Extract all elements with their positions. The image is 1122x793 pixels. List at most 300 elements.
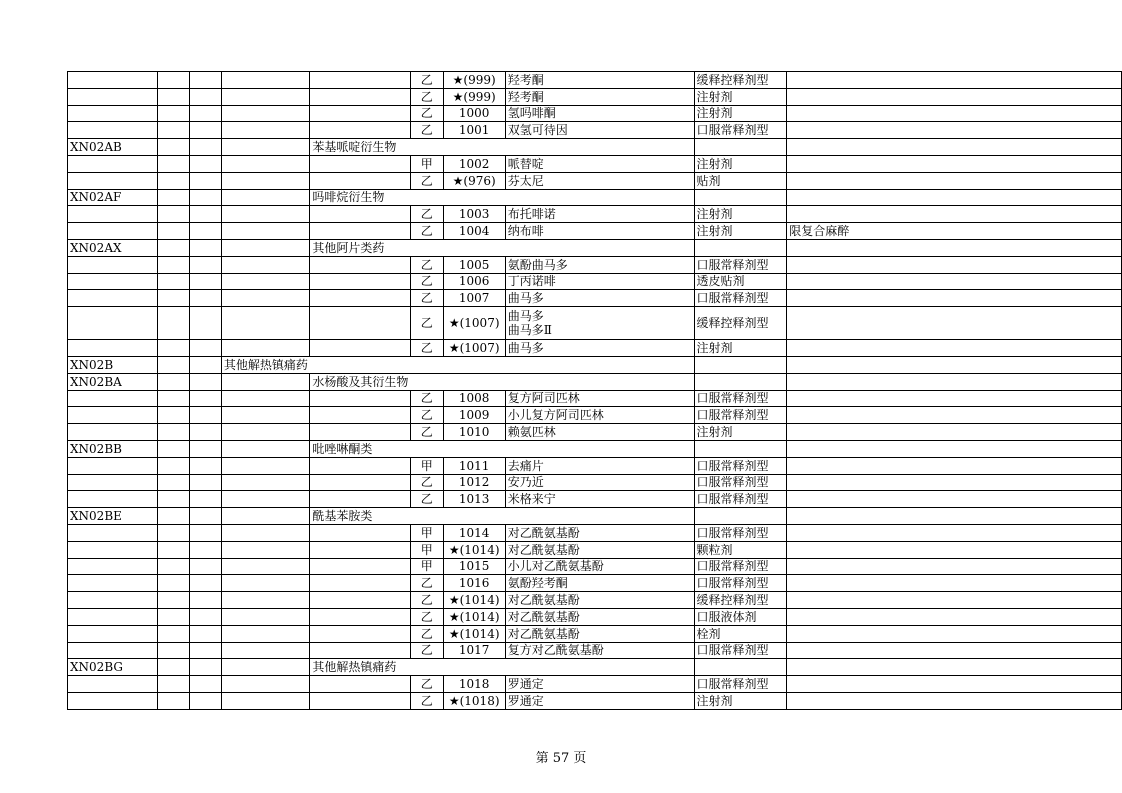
number-cell: ★(1014) — [443, 625, 505, 642]
number-cell: ★(1014) — [443, 541, 505, 558]
empty-cell — [68, 290, 158, 307]
empty-cell — [190, 474, 222, 491]
empty-cell — [221, 676, 310, 693]
category-row — [68, 440, 1122, 457]
grade-cell: 乙 — [410, 256, 443, 273]
empty-cell — [410, 373, 443, 390]
number-cell: 1015 — [443, 558, 505, 575]
empty-cell — [221, 340, 310, 357]
drug-row — [68, 290, 1122, 307]
drug-row — [68, 524, 1122, 541]
drug-name-cell — [505, 474, 694, 491]
empty-cell — [310, 290, 411, 307]
grade-cell: 乙 — [410, 88, 443, 105]
empty-cell — [410, 508, 443, 525]
empty-cell — [310, 273, 411, 290]
drug-row — [68, 155, 1122, 172]
remark-cell — [787, 592, 1122, 609]
empty-cell — [158, 692, 190, 709]
empty-cell — [158, 172, 190, 189]
empty-cell — [68, 88, 158, 105]
drug-name: 对乙酰氨基酚 — [507, 609, 580, 624]
grade-cell: 乙 — [410, 307, 443, 340]
empty-cell — [310, 676, 411, 693]
empty-cell — [221, 239, 310, 256]
dosage-form-cell: 注射剂 — [694, 88, 787, 105]
empty-cell — [68, 273, 158, 290]
number-cell: ★(1014) — [443, 592, 505, 609]
empty-cell — [310, 524, 411, 541]
empty-cell — [190, 575, 222, 592]
remark-cell — [787, 692, 1122, 709]
grade-cell: 乙 — [410, 608, 443, 625]
empty-cell — [221, 105, 310, 122]
empty-cell — [310, 457, 411, 474]
dosage-form-cell: 口服常释剂型 — [694, 256, 787, 273]
empty-cell — [158, 474, 190, 491]
empty-cell — [221, 290, 310, 307]
drug-name-cell — [505, 172, 694, 189]
remark-cell — [787, 524, 1122, 541]
number-cell: 1011 — [443, 457, 505, 474]
drug-name: 对乙酰氨基酚 — [507, 626, 580, 641]
empty-cell — [310, 256, 411, 273]
category-code: XN02BB — [68, 440, 158, 457]
grade-cell: 乙 — [410, 424, 443, 441]
empty-cell — [221, 474, 310, 491]
number-cell: ★(1007) — [443, 340, 505, 357]
empty-cell — [190, 457, 222, 474]
number-cell: 1003 — [443, 206, 505, 223]
empty-cell — [190, 172, 222, 189]
empty-cell — [221, 307, 310, 340]
empty-cell — [410, 440, 443, 457]
category-code: XN02BA — [68, 373, 158, 390]
empty-cell — [221, 424, 310, 441]
drug-name-cell — [505, 256, 694, 273]
empty-cell — [443, 659, 505, 676]
empty-cell — [221, 659, 310, 676]
empty-cell — [221, 172, 310, 189]
remark-cell — [787, 457, 1122, 474]
dosage-form-cell: 注射剂 — [694, 223, 787, 240]
number-cell: 1017 — [443, 642, 505, 659]
drug-row — [68, 608, 1122, 625]
empty-cell — [68, 625, 158, 642]
empty-cell — [505, 659, 694, 676]
empty-cell — [310, 390, 411, 407]
empty-cell — [158, 659, 190, 676]
empty-cell — [190, 189, 222, 206]
empty-cell — [190, 424, 222, 441]
empty-cell — [443, 440, 505, 457]
empty-cell — [158, 373, 190, 390]
grade-cell: 乙 — [410, 172, 443, 189]
empty-cell — [190, 676, 222, 693]
dosage-form-cell: 口服常释剂型 — [694, 474, 787, 491]
remark-cell — [787, 474, 1122, 491]
empty-cell — [68, 608, 158, 625]
empty-cell — [190, 290, 222, 307]
drug-row — [68, 558, 1122, 575]
empty-cell — [505, 356, 694, 373]
empty-cell — [410, 356, 443, 373]
drug-name: 罗通定 — [507, 676, 544, 691]
empty-cell — [694, 659, 787, 676]
empty-cell — [787, 356, 1122, 373]
drug-name: 复方阿司匹林 — [507, 391, 580, 406]
empty-cell — [505, 189, 694, 206]
empty-cell — [221, 642, 310, 659]
empty-cell — [190, 139, 222, 156]
empty-cell — [310, 155, 411, 172]
dosage-form-cell: 注射剂 — [694, 206, 787, 223]
empty-cell — [221, 457, 310, 474]
drug-row — [68, 457, 1122, 474]
empty-cell — [68, 491, 158, 508]
empty-cell — [158, 356, 190, 373]
empty-cell — [68, 407, 158, 424]
remark-cell — [787, 307, 1122, 340]
empty-cell — [443, 189, 505, 206]
grade-cell: 乙 — [410, 676, 443, 693]
drug-row — [68, 676, 1122, 693]
drug-row — [68, 541, 1122, 558]
empty-cell — [310, 541, 411, 558]
drug-row — [68, 172, 1122, 189]
empty-cell — [694, 189, 787, 206]
empty-cell — [443, 239, 505, 256]
dosage-form-cell: 颗粒剂 — [694, 541, 787, 558]
empty-cell — [190, 206, 222, 223]
empty-cell — [310, 172, 411, 189]
empty-cell — [505, 373, 694, 390]
empty-cell — [221, 558, 310, 575]
drug-name-cell — [505, 642, 694, 659]
dosage-form-cell: 口服常释剂型 — [694, 407, 787, 424]
empty-cell — [68, 172, 158, 189]
empty-cell — [310, 592, 411, 609]
drug-name: 曲马多 — [507, 309, 544, 324]
drug-row — [68, 122, 1122, 139]
dosage-form-cell: 口服常释剂型 — [694, 524, 787, 541]
empty-cell — [158, 239, 190, 256]
empty-cell — [787, 508, 1122, 525]
empty-cell — [158, 390, 190, 407]
number-cell: 1007 — [443, 290, 505, 307]
empty-cell — [68, 676, 158, 693]
dosage-form-cell: 贴剂 — [694, 172, 787, 189]
empty-cell — [158, 223, 190, 240]
grade-cell: 乙 — [410, 72, 443, 89]
empty-cell — [190, 524, 222, 541]
drug-row — [68, 491, 1122, 508]
empty-cell — [68, 206, 158, 223]
drug-row — [68, 88, 1122, 105]
empty-cell — [190, 659, 222, 676]
drug-name-cell — [505, 625, 694, 642]
remark-cell — [787, 575, 1122, 592]
number-cell: 1000 — [443, 105, 505, 122]
empty-cell — [158, 122, 190, 139]
empty-cell — [505, 440, 694, 457]
empty-cell — [158, 88, 190, 105]
empty-cell — [68, 390, 158, 407]
empty-cell — [221, 390, 310, 407]
drug-row — [68, 424, 1122, 441]
empty-cell — [221, 373, 310, 390]
empty-cell — [221, 692, 310, 709]
dosage-form-cell: 缓释控释剂型 — [694, 307, 787, 340]
dosage-form-cell: 透皮贴剂 — [694, 273, 787, 290]
empty-cell — [310, 625, 411, 642]
grade-cell: 甲 — [410, 558, 443, 575]
empty-cell — [68, 223, 158, 240]
category-code: XN02AF — [68, 189, 158, 206]
remark-cell — [787, 676, 1122, 693]
drug-row — [68, 340, 1122, 357]
empty-cell — [310, 608, 411, 625]
drug-name: 赖氨匹林 — [507, 425, 556, 440]
remark-cell — [787, 340, 1122, 357]
category-row — [68, 659, 1122, 676]
empty-cell — [158, 541, 190, 558]
table-body — [68, 72, 1122, 710]
category-name: 水杨酸及其衍生物 — [310, 373, 411, 390]
empty-cell — [410, 659, 443, 676]
empty-cell — [190, 105, 222, 122]
number-cell: 1005 — [443, 256, 505, 273]
drug-name-cell — [505, 122, 694, 139]
remark-cell — [787, 290, 1122, 307]
category-name: 酰基苯胺类 — [310, 508, 411, 525]
category-row — [68, 356, 1122, 373]
empty-cell — [221, 206, 310, 223]
empty-cell — [190, 592, 222, 609]
number-cell: 1001 — [443, 122, 505, 139]
number-cell: 1002 — [443, 155, 505, 172]
drug-name-cell — [505, 290, 694, 307]
drug-name-cell — [505, 541, 694, 558]
empty-cell — [190, 558, 222, 575]
empty-cell — [221, 575, 310, 592]
empty-cell — [221, 139, 310, 156]
drug-catalog-table — [67, 71, 1122, 710]
number-cell: 1012 — [443, 474, 505, 491]
drug-name: 曲马多 — [507, 291, 544, 306]
empty-cell — [505, 139, 694, 156]
remark-cell — [787, 122, 1122, 139]
remark-cell — [787, 72, 1122, 89]
drug-row — [68, 206, 1122, 223]
grade-cell: 乙 — [410, 407, 443, 424]
category-name: 其他解热镇痛药 — [310, 659, 411, 676]
empty-cell — [190, 491, 222, 508]
drug-name: 氢吗啡酮 — [507, 106, 556, 121]
empty-cell — [310, 407, 411, 424]
drug-row — [68, 474, 1122, 491]
remark-cell — [787, 155, 1122, 172]
drug-name-alt: 曲马多Ⅱ — [507, 323, 552, 338]
drug-name-cell — [505, 273, 694, 290]
category-row — [68, 139, 1122, 156]
empty-cell — [190, 608, 222, 625]
number-cell: 1010 — [443, 424, 505, 441]
drug-row — [68, 307, 1122, 340]
number-cell: 1008 — [443, 390, 505, 407]
drug-name-cell — [505, 307, 694, 340]
empty-cell — [221, 122, 310, 139]
grade-cell: 乙 — [410, 474, 443, 491]
empty-cell — [158, 105, 190, 122]
dosage-form-cell: 口服常释剂型 — [694, 290, 787, 307]
grade-cell: 甲 — [410, 457, 443, 474]
drug-name: 哌替啶 — [507, 156, 544, 171]
number-cell: 1016 — [443, 575, 505, 592]
grade-cell: 乙 — [410, 692, 443, 709]
remark-cell — [787, 608, 1122, 625]
empty-cell — [221, 407, 310, 424]
empty-cell — [158, 155, 190, 172]
empty-cell — [158, 340, 190, 357]
drug-name: 芬太尼 — [507, 173, 544, 188]
drug-row — [68, 692, 1122, 709]
empty-cell — [190, 440, 222, 457]
drug-name-cell — [505, 340, 694, 357]
dosage-form-cell: 栓剂 — [694, 625, 787, 642]
drug-name: 对乙酰氨基酚 — [507, 525, 580, 540]
empty-cell — [221, 72, 310, 89]
empty-cell — [787, 189, 1122, 206]
drug-name: 羟考酮 — [507, 72, 544, 87]
remark-cell — [787, 642, 1122, 659]
grade-cell: 乙 — [410, 105, 443, 122]
drug-name-cell — [505, 105, 694, 122]
category-code: XN02B — [68, 356, 158, 373]
empty-cell — [158, 524, 190, 541]
empty-cell — [694, 139, 787, 156]
grade-cell: 乙 — [410, 390, 443, 407]
empty-cell — [787, 440, 1122, 457]
dosage-form-cell: 注射剂 — [694, 692, 787, 709]
empty-cell — [158, 575, 190, 592]
empty-cell — [221, 625, 310, 642]
remark-cell — [787, 491, 1122, 508]
empty-cell — [190, 155, 222, 172]
drug-row — [68, 105, 1122, 122]
number-cell: ★(1007) — [443, 307, 505, 340]
empty-cell — [221, 592, 310, 609]
remark-cell — [787, 273, 1122, 290]
number-cell: 1004 — [443, 223, 505, 240]
drug-name: 对乙酰氨基酚 — [507, 593, 580, 607]
drug-name-cell — [505, 390, 694, 407]
page-number: 第 57 页 — [535, 751, 587, 766]
empty-cell — [310, 223, 411, 240]
number-cell: 1013 — [443, 491, 505, 508]
empty-cell — [158, 558, 190, 575]
empty-cell — [221, 608, 310, 625]
remark-cell — [787, 206, 1122, 223]
empty-cell — [190, 373, 222, 390]
grade-cell: 乙 — [410, 642, 443, 659]
empty-cell — [158, 290, 190, 307]
drug-name: 羟考酮 — [507, 89, 544, 104]
drug-name-cell — [505, 608, 694, 625]
drug-name: 复方对乙酰氨基酚 — [507, 643, 604, 658]
dosage-form-cell: 口服常释剂型 — [694, 122, 787, 139]
number-cell: ★(976) — [443, 172, 505, 189]
grade-cell: 乙 — [410, 273, 443, 290]
category-row — [68, 508, 1122, 525]
drug-name: 双氢可待因 — [507, 123, 568, 138]
empty-cell — [221, 88, 310, 105]
drug-name: 氨酚羟考酮 — [507, 576, 568, 591]
drug-row — [68, 273, 1122, 290]
empty-cell — [787, 239, 1122, 256]
empty-cell — [68, 541, 158, 558]
drug-name-cell — [505, 457, 694, 474]
empty-cell — [310, 474, 411, 491]
category-name: 苯基哌啶衍生物 — [310, 139, 411, 156]
remark-cell: 限复合麻醉 — [787, 223, 1122, 240]
grade-cell: 乙 — [410, 625, 443, 642]
grade-cell: 甲 — [410, 541, 443, 558]
empty-cell — [443, 139, 505, 156]
remark-cell — [787, 424, 1122, 441]
empty-cell — [68, 122, 158, 139]
empty-cell — [787, 659, 1122, 676]
empty-cell — [190, 256, 222, 273]
empty-cell — [68, 558, 158, 575]
drug-name: 安乃近 — [507, 475, 544, 490]
empty-cell — [158, 72, 190, 89]
empty-cell — [310, 88, 411, 105]
drug-name-cell — [505, 223, 694, 240]
empty-cell — [190, 356, 222, 373]
drug-name: 去痛片 — [507, 458, 544, 473]
category-name: 吗啡烷衍生物 — [310, 189, 411, 206]
number-cell: ★(999) — [443, 72, 505, 89]
drug-name: 纳布啡 — [507, 224, 544, 239]
dosage-form-cell: 口服常释剂型 — [694, 575, 787, 592]
empty-cell — [443, 356, 505, 373]
grade-cell: 乙 — [410, 575, 443, 592]
empty-cell — [158, 407, 190, 424]
empty-cell — [310, 72, 411, 89]
drug-name-cell — [505, 407, 694, 424]
empty-cell — [221, 155, 310, 172]
grade-cell: 乙 — [410, 592, 443, 609]
empty-cell — [158, 592, 190, 609]
empty-cell — [190, 508, 222, 525]
empty-cell — [221, 223, 310, 240]
empty-cell — [410, 189, 443, 206]
drug-name-cell — [505, 88, 694, 105]
grade-cell: 乙 — [410, 340, 443, 357]
dosage-form-cell: 注射剂 — [694, 340, 787, 357]
empty-cell — [221, 440, 310, 457]
drug-name: 曲马多 — [507, 341, 544, 356]
dosage-form-cell: 口服常释剂型 — [694, 676, 787, 693]
empty-cell — [787, 139, 1122, 156]
drug-name-cell — [505, 592, 694, 609]
category-name: 其他阿片类药 — [310, 239, 411, 256]
empty-cell — [68, 642, 158, 659]
empty-cell — [221, 256, 310, 273]
drug-name-cell — [505, 424, 694, 441]
empty-cell — [68, 105, 158, 122]
